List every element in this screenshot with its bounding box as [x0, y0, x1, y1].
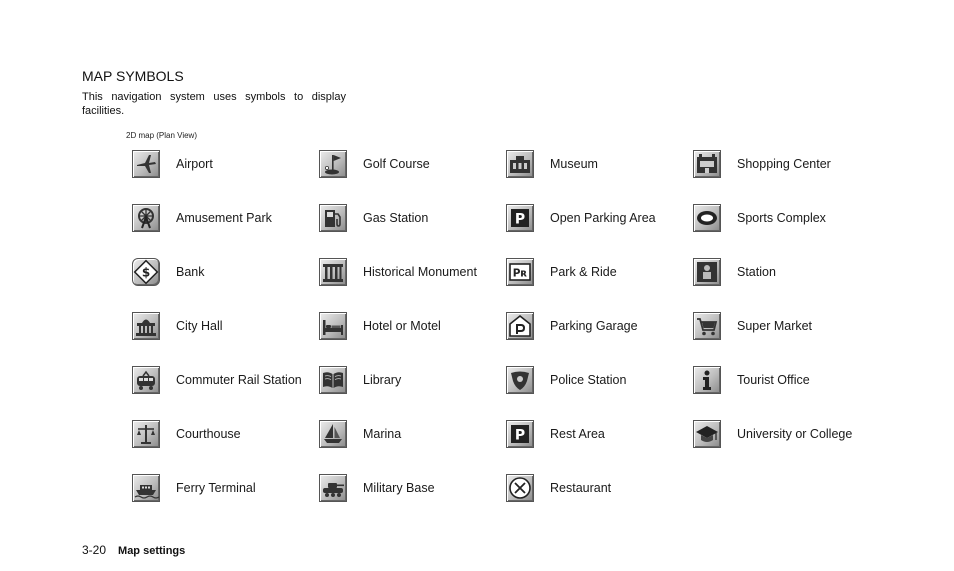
- parking-garage-icon: [506, 312, 534, 340]
- legend-entry-rest-area: [506, 418, 692, 450]
- legend-label: Rest Area: [550, 427, 605, 441]
- page-footer: [82, 543, 185, 557]
- legend-label: Police Station: [550, 373, 627, 387]
- legend-label: Super Market: [737, 319, 813, 333]
- shopping-center-icon: [693, 150, 721, 178]
- legend-entry-station: [693, 256, 879, 288]
- legend-label: Restaurant: [550, 481, 612, 495]
- legend-label: Bank: [176, 265, 205, 279]
- legend-label: University or College: [737, 427, 853, 441]
- legend-entry-open-parking: [506, 202, 692, 234]
- legend-entry-museum: [506, 148, 692, 180]
- legend-label: Ferry Terminal: [176, 481, 256, 495]
- legend-entry-military-base: [319, 472, 505, 504]
- legend-entry-library: [319, 364, 505, 396]
- legend-label: Hotel or Motel: [363, 319, 441, 333]
- legend-label: Golf Course: [363, 157, 430, 171]
- legend-label: Station: [737, 265, 776, 279]
- legend-label: Sports Complex: [737, 211, 826, 225]
- legend-entry-airport: [132, 148, 318, 180]
- legend-entry-city-hall: [132, 310, 318, 342]
- airplane-icon: [132, 150, 160, 178]
- legend-label: Gas Station: [363, 211, 429, 225]
- legend-entry-sports-complex: [693, 202, 879, 234]
- ferry-icon: [132, 474, 160, 502]
- intro-text: This navigation system uses symbols to display facilities.: [82, 91, 346, 117]
- page-number: 3-20: [82, 543, 107, 557]
- legend-entry-shopping-center: [693, 148, 879, 180]
- legend-entry-amusement-park: [132, 202, 318, 234]
- map-view-caption: 2D map (Plan View): [126, 131, 197, 140]
- legend-label: Historical Monument: [363, 265, 477, 279]
- legend-entry-restaurant: [506, 472, 692, 504]
- legend-label: Library: [363, 373, 402, 387]
- legend-entry-commuter-rail: [132, 364, 318, 396]
- park-and-ride-icon: [506, 258, 534, 286]
- utensils-icon: [506, 474, 534, 502]
- monument-icon: [319, 258, 347, 286]
- museum-icon: [506, 150, 534, 178]
- legend-entry-hotel: [319, 310, 505, 342]
- park-and-ride-letters: Pʀ: [512, 267, 528, 280]
- legend-entry-historical-monument: [319, 256, 505, 288]
- legend-entry-marina: [319, 418, 505, 450]
- info-icon: [693, 366, 721, 394]
- legend-entry-tourist-office: [693, 364, 879, 396]
- train-icon: [132, 366, 160, 394]
- legend-entry-park-and-ride: [506, 256, 692, 288]
- sailboat-icon: [319, 420, 347, 448]
- legend-entry-super-market: [693, 310, 879, 342]
- station-icon: [693, 258, 721, 286]
- legend-label: Marina: [363, 427, 402, 441]
- legend-label: Parking Garage: [550, 319, 638, 333]
- rest-area-letter: P: [514, 427, 526, 444]
- legend-label: Courthouse: [176, 427, 241, 441]
- legend-label: Museum: [550, 157, 598, 171]
- legend-label: Amusement Park: [176, 211, 272, 225]
- police-badge-icon: [506, 366, 534, 394]
- legend-entry-gas-station: [319, 202, 505, 234]
- courthouse-icon: [132, 420, 160, 448]
- tank-icon: [319, 474, 347, 502]
- section-heading: MAP SYMBOLS: [82, 68, 184, 84]
- legend-entry-ferry-terminal: [132, 472, 318, 504]
- legend-label: City Hall: [176, 319, 223, 333]
- legend-entry-parking-garage: [506, 310, 692, 342]
- legend-entry-golf-course: [319, 148, 505, 180]
- legend-label: Commuter Rail Station: [176, 373, 302, 387]
- legend-label: Park & Ride: [550, 265, 617, 279]
- parking-icon: [506, 204, 534, 232]
- stadium-icon: [693, 204, 721, 232]
- svg-text:$: $: [141, 265, 151, 280]
- footer-section-title: Map settings: [118, 545, 186, 557]
- legend-label: Military Base: [363, 481, 435, 495]
- legend-entry-courthouse: [132, 418, 318, 450]
- bed-icon: [319, 312, 347, 340]
- golf-icon: [319, 150, 347, 178]
- parking-letter: P: [514, 211, 526, 228]
- dollar-icon: [132, 258, 160, 286]
- legend-entry-university: [693, 418, 879, 450]
- legend-entry-police-station: [506, 364, 692, 396]
- legend-label: Shopping Center: [737, 157, 831, 171]
- legend-entry-bank: [132, 256, 318, 288]
- legend-label: Open Parking Area: [550, 211, 656, 225]
- book-icon: [319, 366, 347, 394]
- rest-area-icon: [506, 420, 534, 448]
- ferris-wheel-icon: [132, 204, 160, 232]
- legend-label: Airport: [176, 157, 213, 171]
- legend-label: Tourist Office: [737, 373, 810, 387]
- graduation-cap-icon: [693, 420, 721, 448]
- fuel-pump-icon: [319, 204, 347, 232]
- city-hall-icon: [132, 312, 160, 340]
- cart-icon: [693, 312, 721, 340]
